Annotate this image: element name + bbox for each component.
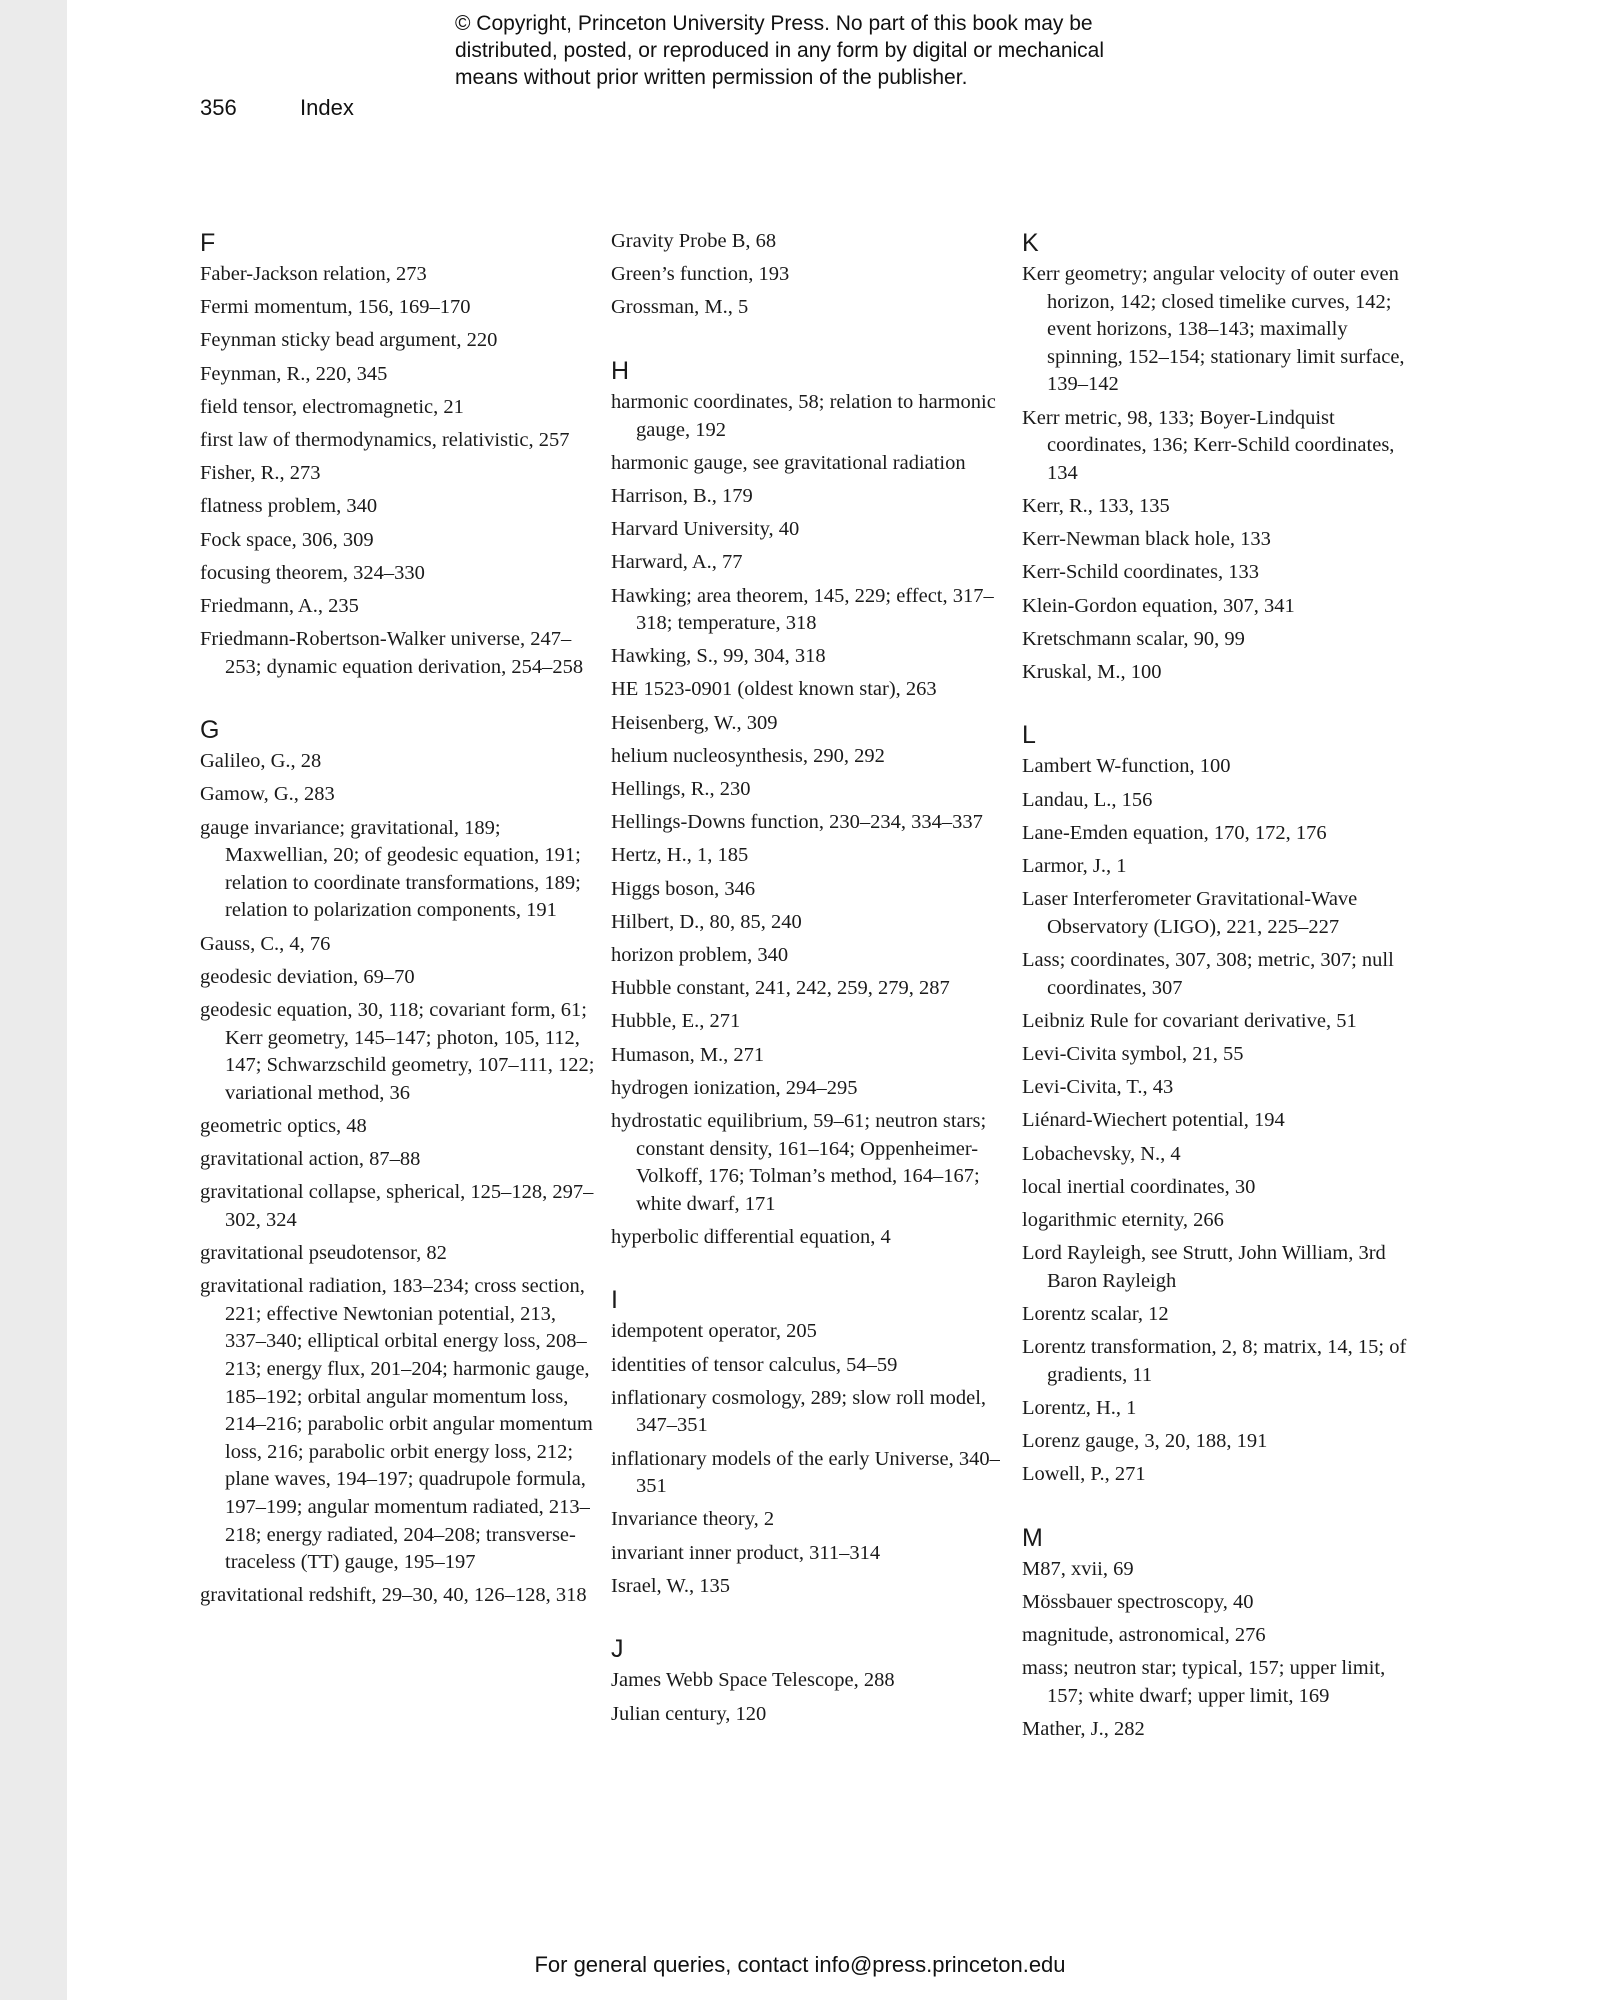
index-entry: inflationary cosmology, 289; slow roll model, 347–351 — [611, 1386, 987, 1437]
index-entry: Fermi momentum, 156, 169–170 — [200, 296, 471, 319]
running-head — [200, 95, 354, 121]
index-entry: Feynman, R., 220, 345 — [200, 362, 388, 385]
index-entry: hydrogen ionization, 294–295 — [611, 1076, 858, 1099]
index-entry: Lowell, P., 271 — [1022, 1463, 1146, 1486]
running-title: Index — [300, 95, 354, 120]
index-entry: geometric optics, 48 — [200, 1114, 367, 1137]
section-letter: L — [1022, 721, 1036, 750]
index-entry: Klein-Gordon equation, 307, 341 — [1022, 594, 1295, 617]
index-entry: harmonic gauge, see gravitational radiation — [611, 451, 966, 474]
index-entry: Humason, M., 271 — [611, 1043, 765, 1066]
index-entry: Lane-Emden equation, 170, 172, 176 — [1022, 821, 1327, 844]
section-letter: I — [611, 1286, 618, 1315]
index-entry: Fock space, 306, 309 — [200, 528, 374, 551]
index-entry: Lass; coordinates, 307, 308; metric, 307; null coordinates, 307 — [1022, 949, 1394, 999]
index-entry: Liénard-Wiechert potential, 194 — [1022, 1109, 1285, 1132]
index-entry: gravitational redshift, 29–30, 40, 126–128, 318 — [200, 1584, 587, 1607]
index-entry: Grossman, M., 5 — [611, 296, 749, 319]
index-entry: Hertz, H., 1, 185 — [611, 844, 749, 867]
index-entry: Friedmann, A., 235 — [200, 594, 359, 617]
index-entry: Gamow, G., 283 — [200, 783, 335, 806]
index-entry: gravitational radiation, 183–234; cross section, 221; effective Newtonian potential, 213, 337–340; elliptical orbital energy loss, 208–213; energy flux, 201–204; harmonic gauge, 185–192; orbital angular momentum loss, 214–216; parabolic orbit angular momentum loss, 216; parabolic orbit energy loss, 212; plane waves, 194–197; quadrupole formula, 197–199; angular momentum radiated, 213–218; energy radiated, 204–208; transverse-traceless (TT) gauge, 195–197 — [200, 1275, 593, 1574]
index-entry: Kerr-Newman black hole, 133 — [1022, 528, 1271, 551]
index-entry: Heisenberg, W., 309 — [611, 711, 778, 734]
index-entry: Harvard University, 40 — [611, 518, 800, 541]
index-entry: Mössbauer spectroscopy, 40 — [1022, 1591, 1254, 1613]
index-entry: Lobachevsky, N., 4 — [1022, 1142, 1181, 1165]
index-entry: gravitational pseudotensor, 82 — [200, 1242, 447, 1265]
index-entry: HE 1523-0901 (oldest known star), 263 — [611, 678, 937, 701]
index-entry: Friedmann-Robertson-Walker universe, 247–253; dynamic equation derivation, 254–258 — [200, 628, 584, 678]
index-entry: Gauss, C., 4, 76 — [200, 932, 331, 955]
section-letter: H — [611, 356, 630, 385]
index-section — [611, 228, 1011, 322]
index-entry: first law of thermodynamics, relativistic, 257 — [200, 428, 570, 451]
index-entry: James Webb Space Telescope, 288 — [611, 1669, 895, 1692]
index-entry: Landau, L., 156 — [1022, 788, 1153, 811]
section-letter: F — [200, 229, 216, 257]
copyright-line: means without prior written permission of the publisher. — [455, 66, 968, 89]
index-entry: Lorenz gauge, 3, 20, 188, 191 — [1022, 1430, 1268, 1453]
index-column-3 — [1022, 228, 1422, 1778]
index-entry: Kruskal, M., 100 — [1022, 660, 1162, 683]
index-entry: local inertial coordinates, 30 — [1022, 1175, 1256, 1198]
index-section — [200, 715, 600, 1610]
section-letter: K — [1022, 229, 1039, 257]
index-section — [1022, 1523, 1422, 1744]
index-entry: Hellings, R., 230 — [611, 778, 751, 801]
index-entry: magnitude, astronomical, 276 — [1022, 1624, 1266, 1647]
index-entry: Lorentz, H., 1 — [1022, 1396, 1137, 1419]
index-entry: Harward, A., 77 — [611, 551, 743, 574]
index-entry: Lorentz scalar, 12 — [1022, 1302, 1169, 1325]
footer-contact: For general queries, contact info@press.princeton.edu — [534, 1952, 1066, 1977]
index-entry: Fisher, R., 273 — [200, 462, 321, 485]
index-entry: Hawking; area theorem, 145, 229; effect, 317–318; temperature, 318 — [611, 584, 994, 635]
section-letter: G — [200, 716, 220, 745]
index-entry: geodesic deviation, 69–70 — [200, 965, 415, 988]
index-entry: Green’s function, 193 — [611, 263, 790, 286]
index-entry: Kretschmann scalar, 90, 99 — [1022, 627, 1245, 650]
index-entry: Hubble constant, 241, 242, 259, 279, 287 — [611, 977, 950, 1000]
section-letter: J — [611, 1635, 624, 1664]
index-entry: invariant inner product, 311–314 — [611, 1541, 881, 1564]
index-entry: Larmor, J., 1 — [1022, 855, 1127, 878]
index-column-2 — [611, 228, 1011, 1762]
index-entry: identities of tensor calculus, 54–59 — [611, 1353, 898, 1376]
index-section — [1022, 228, 1422, 686]
index-entry: Lambert W-function, 100 — [1022, 755, 1231, 778]
index-entry: Hubble, E., 271 — [611, 1010, 741, 1033]
index-section — [611, 356, 1011, 1252]
index-section — [611, 1634, 1011, 1728]
index-entry: logarithmic eternity, 266 — [1022, 1208, 1224, 1231]
index-section — [611, 1285, 1011, 1600]
copyright-line: distributed, posted, or reproduced in any form by digital or mechanical — [455, 39, 1105, 62]
index-entry: flatness problem, 340 — [200, 495, 378, 518]
section-letter: M — [1022, 1523, 1043, 1552]
index-entry: gravitational action, 87–88 — [200, 1148, 421, 1171]
index-entry: Laser Interferometer Gravitational-Wave Observatory (LIGO), 221, 225–227 — [1022, 888, 1358, 938]
index-entry: Faber-Jackson relation, 273 — [200, 263, 427, 285]
index-entry: Julian century, 120 — [611, 1702, 767, 1725]
index-entry: Mather, J., 282 — [1022, 1718, 1145, 1741]
index-entry: Leibniz Rule for covariant derivative, 51 — [1022, 1009, 1357, 1032]
index-entry: M87, xvii, 69 — [1022, 1557, 1134, 1580]
index-entry: hyperbolic differential equation, 4 — [611, 1225, 891, 1248]
index-entry: Feynman sticky bead argument, 220 — [200, 329, 498, 352]
index-entry: Invariance theory, 2 — [611, 1508, 775, 1531]
index-entry: harmonic coordinates, 58; relation to harmonic gauge, 192 — [611, 390, 996, 441]
index-entry: horizon problem, 340 — [611, 943, 789, 966]
index-entry: Kerr metric, 98, 133; Boyer-Lindquist coordinates, 136; Kerr-Schild coordinates, 134 — [1022, 406, 1395, 484]
index-entry: Kerr geometry; angular velocity of outer even horizon, 142; closed timelike curves, 142; event horizons, 138–143; maximally spinning, 152–154; stationary limit surface, 139–142 — [1022, 263, 1405, 396]
index-entry: hydrostatic equilibrium, 59–61; neutron stars; constant density, 161–164; Oppenheimer-Volkoff, 176; Tolman’s method, 164–167; white dwarf, 171 — [611, 1109, 987, 1215]
index-section — [200, 228, 600, 681]
index-entry: Lord Rayleigh, see Strutt, John William, 3rd Baron Rayleigh — [1022, 1242, 1386, 1292]
index-entry: Levi-Civita symbol, 21, 55 — [1022, 1042, 1244, 1065]
index-entry: mass; neutron star; typical, 157; upper limit, 157; white dwarf; upper limit, 169 — [1022, 1657, 1386, 1707]
index-entry: focusing theorem, 324–330 — [200, 561, 425, 584]
index-entry: geodesic equation, 30, 118; covariant form, 61; Kerr geometry, 145–147; photon, 105, 112, 147; Schwarzschild geometry, 107–111, 122; variational method, 36 — [200, 998, 595, 1104]
index-entry: Kerr-Schild coordinates, 133 — [1022, 561, 1259, 584]
index-entry: Kerr, R., 133, 135 — [1022, 494, 1170, 517]
index-entry: gauge invariance; gravitational, 189; Maxwellian, 20; of geodesic equation, 191; relation to coordinate transformations, 189; relation to polarization components, 191 — [200, 816, 581, 922]
index-entry: idempotent operator, 205 — [611, 1320, 817, 1343]
index-entry: Hellings-Downs function, 230–234, 334–337 — [611, 811, 983, 834]
index-entry: Harrison, B., 179 — [611, 484, 753, 507]
index-entry: Gravity Probe B, 68 — [611, 230, 777, 252]
copyright-notice — [455, 10, 1215, 91]
index-entry: Hawking, S., 99, 304, 318 — [611, 645, 826, 668]
index-entry: helium nucleosynthesis, 290, 292 — [611, 744, 885, 767]
index-entry: Galileo, G., 28 — [200, 750, 322, 773]
index-entry: field tensor, electromagnetic, 21 — [200, 395, 464, 418]
page-number: 356 — [200, 95, 237, 120]
index-entry: gravitational collapse, spherical, 125–128, 297–302, 324 — [200, 1181, 594, 1231]
index-entry: inflationary models of the early Universe, 340–351 — [611, 1447, 1000, 1498]
index-entry: Hilbert, D., 80, 85, 240 — [611, 910, 802, 933]
index-entry: Israel, W., 135 — [611, 1574, 730, 1597]
index-entry: Levi-Civita, T., 43 — [1022, 1076, 1174, 1099]
index-entry: Higgs boson, 346 — [611, 877, 756, 900]
index-section — [1022, 720, 1422, 1488]
index-column-1 — [200, 228, 600, 1644]
index-entry: Lorentz transformation, 2, 8; matrix, 14, 15; of gradients, 11 — [1022, 1336, 1407, 1386]
copyright-line: © Copyright, Princeton University Press. No part of this book may be — [455, 12, 1093, 35]
